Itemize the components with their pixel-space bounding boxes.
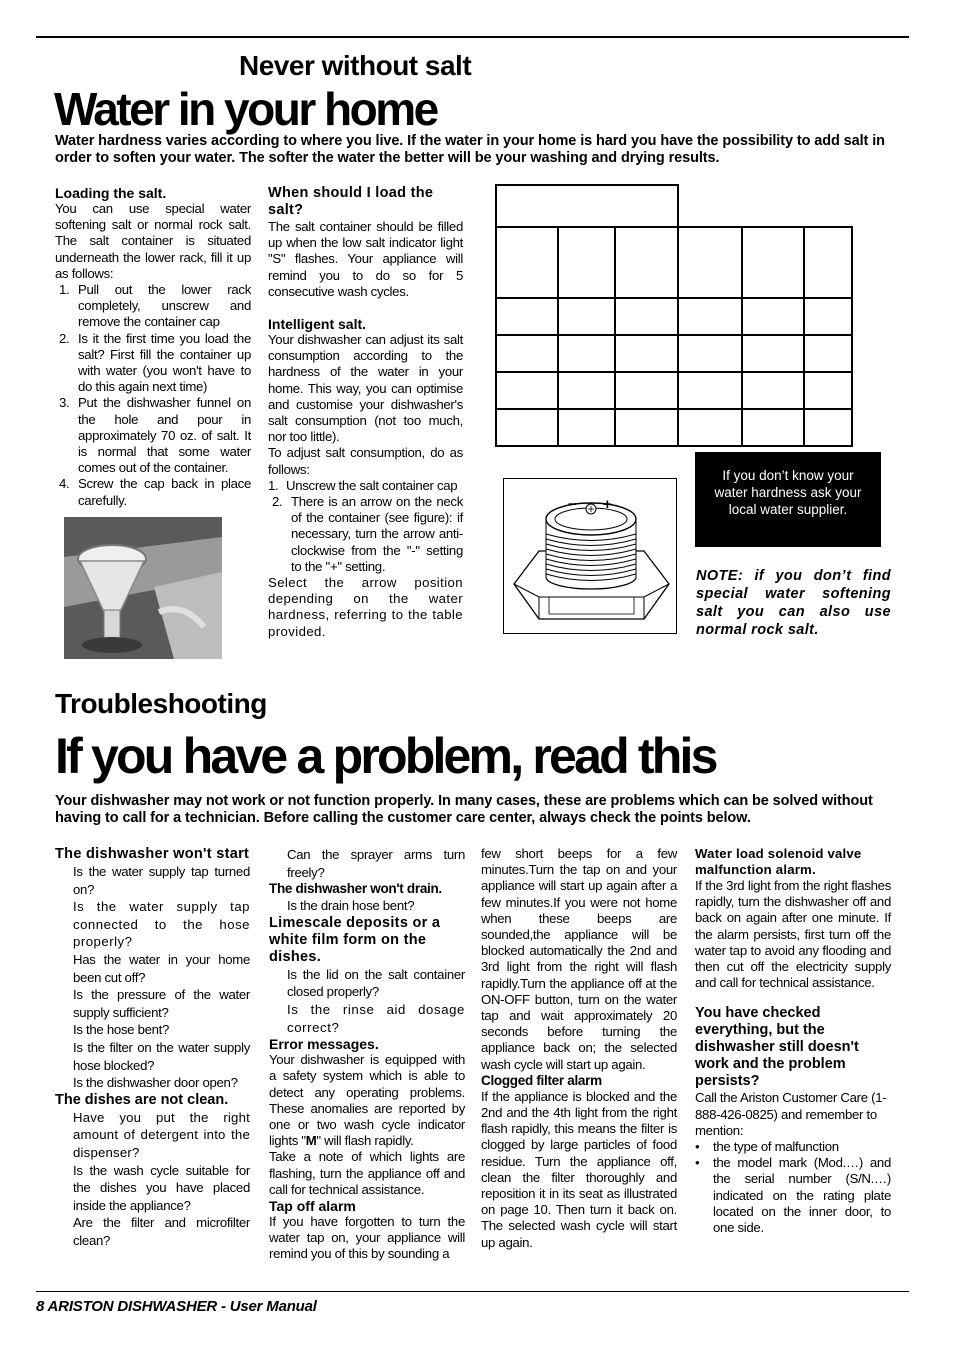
table-cell: [742, 372, 804, 409]
clogged-filter-heading: Clogged filter alarm: [481, 1072, 602, 1088]
loading-salt-column: [55, 185, 251, 509]
table-cell: [615, 372, 678, 409]
table-cell: [558, 335, 615, 372]
list-item: Is the lid on the salt container closed properly?: [287, 966, 465, 1000]
customer-care-text: Call the Ariston Customer Care (1-888-426-0825) and remember to mention:: [695, 1090, 887, 1138]
troubleshooting-column-4: [695, 846, 891, 1236]
salt-info-column: [268, 185, 463, 640]
funnel-illustration: [64, 517, 222, 659]
table-cell: [742, 335, 804, 372]
error-messages-text2: Take a note of which lights are flashing, turn the appliance off and call for technical assistance.: [269, 1149, 465, 1197]
error-messages-text: Your dishwasher is equipped with a safety system which is able to detect any operating problems. These anomalies are reported by one or two wash cycle indicator lights "M" will flash rapidly.: [269, 1052, 465, 1149]
table-cell: [496, 372, 558, 409]
troubleshooting-title: If you have a problem, read this: [55, 728, 716, 784]
limescale-heading: Limescale deposits or a white film form on the dishes.: [269, 914, 441, 965]
list-item: Is the drain hose bent?: [287, 898, 415, 914]
troubleshooting-column-1: [55, 846, 250, 1249]
table-cell: [496, 409, 558, 446]
when-load-heading: When should I load the salt?: [268, 185, 434, 218]
rock-salt-note: NOTE: if you don’t find special water softening salt you can also use normal rock salt.: [696, 568, 891, 638]
list-item: • the type of malfunction: [695, 1139, 839, 1155]
table-cell: [804, 298, 852, 335]
list-item: 2. Is it the first time you load the salt? First fill the container up with water (you won't have to do this again next time): [59, 330, 251, 395]
top-rule: [36, 36, 909, 38]
tap-off-text: If you have forgotten to turn the water tap on, your appliance will remind you of this by sounding a: [269, 1213, 465, 1262]
list-item: Is the hose bent?: [73, 1022, 170, 1038]
table-cell: [678, 372, 742, 409]
table-cell: [678, 335, 742, 372]
salt-funnel-photo: [64, 517, 222, 659]
list-item: Has the water in your home been cut off?: [73, 951, 250, 985]
mention-list: [695, 1139, 891, 1236]
list-item: Is the rinse aid dosage correct?: [287, 1001, 465, 1035]
salt-cap-drawing: [504, 479, 675, 632]
table-cell: [742, 409, 804, 446]
table-cell: [615, 409, 678, 446]
intelligent-salt-steps: [268, 478, 463, 575]
still-not-working-heading: You have checked everything, but the dishwasher still doesn't work and the problem persists?: [695, 1005, 859, 1090]
solenoid-heading: Water load solenoid valve malfunction alarm.: [695, 846, 862, 877]
wont-start-heading: The dishwasher won't start: [55, 846, 250, 862]
loading-salt-text: You can use special water softening salt or normal rock salt. The salt container is situated underneath the lower rack, fill it up as follows:: [55, 201, 251, 281]
table-cell: [804, 409, 852, 446]
list-item: Can the sprayer arms turn freely?: [287, 847, 465, 880]
table-cell: [558, 409, 615, 446]
list-item: 3. Put the dishwasher funnel on the hole and pour in approximately 70 oz. of salt. It is normal that some water comes out of the container.: [59, 395, 251, 476]
bottom-rule: [36, 1291, 909, 1292]
intro-paragraph: Water hardness varies according to where you live. If the water in your home is hard you have the possibility to add salt in order to soften your water. The softer the water the better will be your washing and drying results.: [55, 133, 885, 166]
troubleshooting-intro: Your dishwasher may not work or not function properly. In many cases, these are problems which can be solved without having to call for a technician. Before calling the customer care center, always check the points below.: [55, 793, 873, 826]
table-cell: [678, 409, 742, 446]
list-item: Is the water supply tap connected to the hose properly?: [73, 899, 250, 950]
intelligent-salt-heading: Intelligent salt.: [268, 316, 367, 333]
list-item: 4. Screw the cap back in place carefully.: [59, 476, 251, 508]
table-cell: [558, 372, 615, 409]
list-item: 2. There is an arrow on the neck of the container (see figure): if necessary, turn the arrow anti-clockwise from the "-" setting to the "+" setting.: [272, 494, 463, 574]
error-messages-heading: Error messages.: [269, 1036, 379, 1053]
list-item: Is the dishwasher door open?: [73, 1075, 238, 1091]
list-item: Are the filter and microfilter clean?: [73, 1215, 250, 1248]
list-item: Is the filter on the water supply hose blocked?: [73, 1039, 250, 1073]
list-item: • the model mark (Mod.…) and the serial number (S/N.…) indicated on the rating plate located on the inner door, to one side.: [695, 1155, 891, 1236]
wont-drain-heading: The dishwasher won't drain.: [269, 881, 442, 897]
list-item: Is the water supply tap turned on?: [73, 864, 250, 897]
table-cell: [678, 227, 742, 298]
table-cell: [496, 298, 558, 335]
tap-off-text-cont: few short beeps for a few minutes.Turn the tap on and your appliance will start up again after a few minutes.If you were not home when these beeps are sounded,the appliance will be blocked automatically the 2nd and 3rd light from the right will flash rapidly.Turn the appliance off at the ON-OFF button, turn on the water tap and wait approximately 20 seconds before turning the appliance back on; the selected wash cycle will start up again.: [481, 846, 677, 1072]
water-hardness-table: [495, 184, 853, 447]
page-title: Water in your home: [54, 83, 437, 135]
table-cell: [678, 185, 852, 227]
list-item: Is the pressure of the water supply sufficient?: [73, 987, 250, 1020]
solenoid-text: If the 3rd light from the right flashes rapidly, turn the dishwasher off and back on again after one minute. If the alarm persists, first turn off the water tap to avoid any flooding and then cut off the electricity supply and call for technical assistance.: [695, 878, 891, 991]
table-cell: [615, 335, 678, 372]
table-cell: [496, 185, 678, 227]
list-item: 1. Unscrew the salt container cap: [268, 477, 458, 493]
troubleshooting-subtitle: Troubleshooting: [55, 688, 267, 719]
table-cell: [558, 298, 615, 335]
tap-off-heading: Tap off alarm: [269, 1197, 356, 1214]
table-cell: [804, 372, 852, 409]
minus-label: −: [568, 496, 577, 513]
list-item: Have you put the right amount of detergent into the dispenser?: [73, 1109, 250, 1160]
section-subtitle: Never without salt: [239, 50, 472, 81]
table-cell: [678, 298, 742, 335]
plus-label: +: [603, 496, 612, 513]
table-cell: [615, 227, 678, 298]
loading-salt-steps: [55, 282, 251, 509]
intelligent-salt-text3: Select the arrow position depending on the water hardness, referring to the table provided.: [268, 575, 463, 639]
when-load-text: The salt container should be filled up when the low salt indicator light "S" flashes. Your appliance will remind you to do so for 5 consecutive wash cycles.: [268, 219, 463, 299]
table-cell: [742, 298, 804, 335]
table-cell: [615, 298, 678, 335]
intelligent-salt-text2: To adjust salt consumption, do as follows:: [268, 445, 463, 477]
intelligent-salt-text: Your dishwasher can adjust its salt consumption according to the hardness of the water in your home. This way, you can optimise and customise your dishwasher's salt consumption (not too much, nor too little).: [268, 332, 463, 445]
page-footer: 8 ARISTON DISHWASHER - User Manual: [36, 1298, 317, 1315]
troubleshooting-column-3: [481, 846, 677, 1251]
loading-salt-heading: Loading the salt.: [55, 185, 167, 201]
troubleshooting-column-2: [269, 846, 465, 1263]
table-cell: [804, 335, 852, 372]
list-item: Is the wash cycle suitable for the dishes you have placed inside the appliance?: [73, 1162, 250, 1213]
table-cell: [558, 227, 615, 298]
table-cell: [496, 227, 558, 298]
table-cell: [742, 227, 804, 298]
clogged-filter-text: If the appliance is blocked and the 2nd and the 4th light from the right flash rapidly, this means the filter is clogged by large particles of food residue. Turn the appliance off, clean the filter thoroughly and reposition it in its seat as illustrated on page 10. Then turn it back on. The selected wash cycle will start up again.: [481, 1088, 677, 1250]
table-cell: [496, 335, 558, 372]
not-clean-heading: The dishes are not clean.: [55, 1091, 229, 1108]
table-cell: [804, 227, 852, 298]
salt-cap-figure: [503, 478, 677, 634]
hardness-info-box: If you don’t know your water hardness ask your local water supplier.: [695, 452, 881, 547]
list-item: 1. Pull out the lower rack completely, unscrew and remove the container cap: [59, 282, 251, 330]
